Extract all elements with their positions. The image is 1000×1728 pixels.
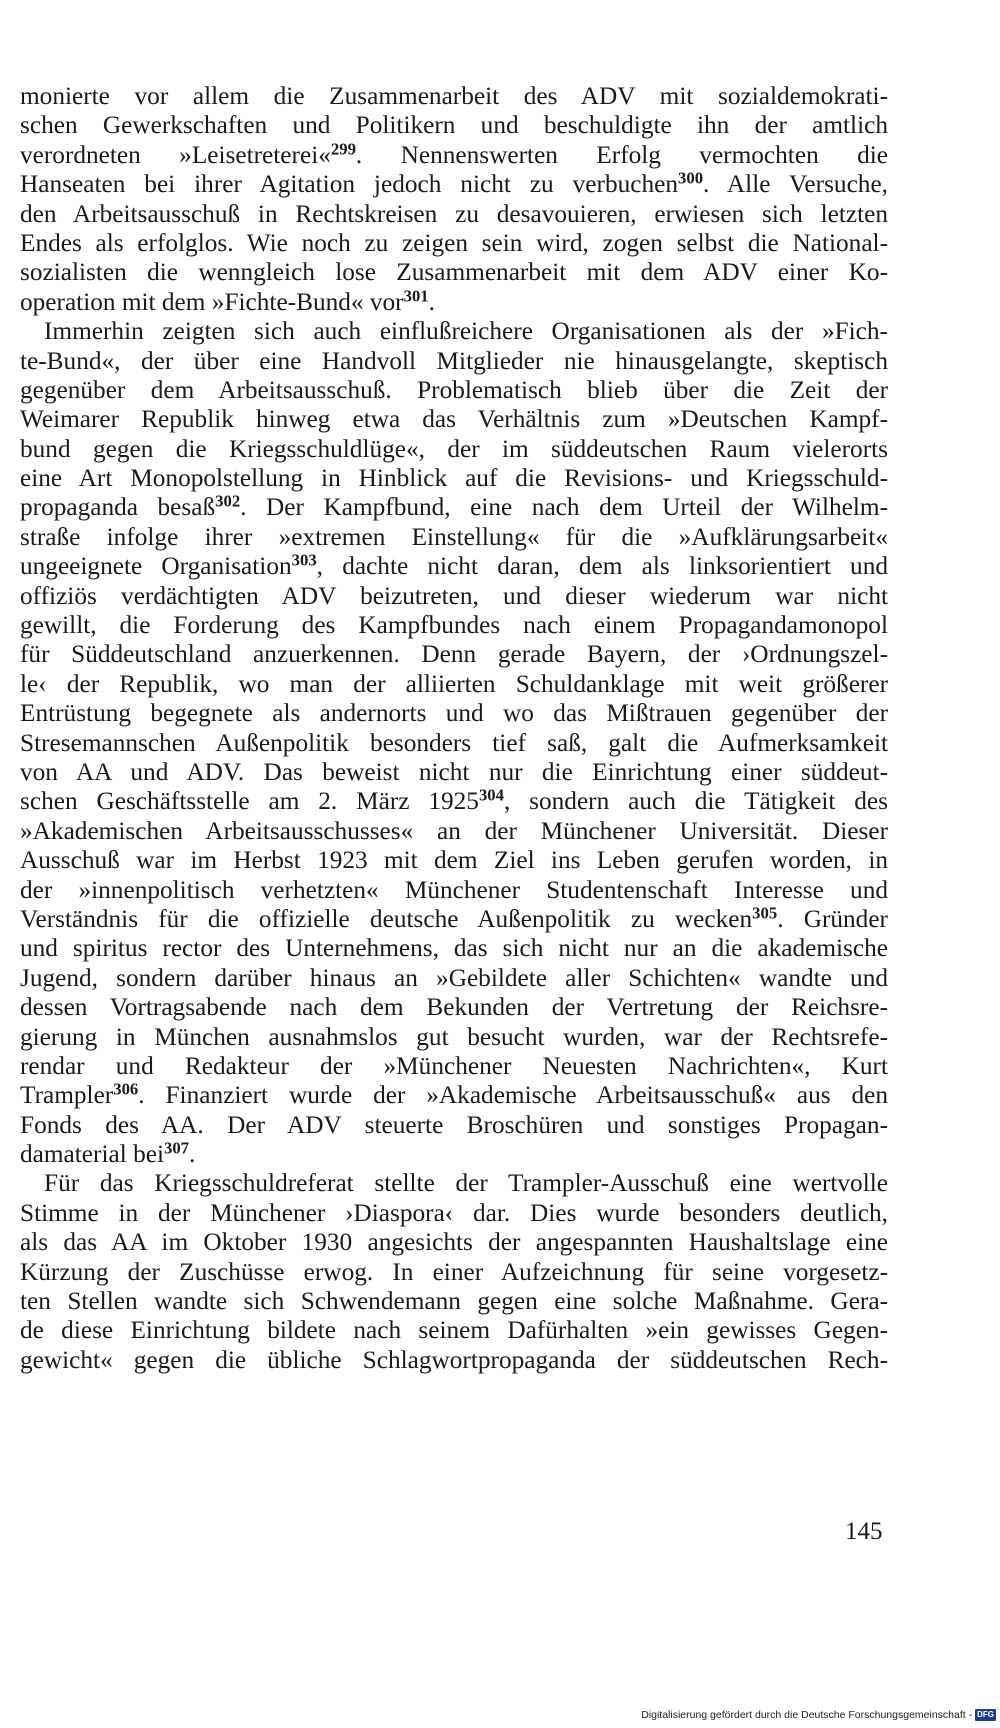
text-line: [20, 758, 888, 787]
line-text-continued: . Nennenswerten Erfolg vermochten die: [355, 140, 888, 169]
line-text: verordneten »Leisetreterei«: [20, 140, 331, 169]
line-text: Stimme in der Münchener ›Diaspora‹ dar. Dies wurde besonders deutlich,: [20, 1198, 888, 1227]
line-text: Jugend, sondern darüber hinaus an »Gebildete aller Schichten« wandte und: [20, 963, 888, 992]
text-line: [20, 1287, 888, 1316]
line-text: Endes als erfolglos. Wie noch zu zeigen sein wird, zogen selbst die National-: [20, 228, 888, 257]
text-line: [20, 258, 888, 287]
text-line: [20, 141, 888, 170]
line-text: ten Stellen wandte sich Schwendemann gegen eine solche Maßnahme. Gera-: [20, 1287, 888, 1316]
text-line: [20, 670, 888, 699]
line-text: Entrüstung begegnete als andernorts und wo das Mißtrauen gegenüber der: [20, 699, 888, 728]
text-line: [20, 846, 888, 875]
line-text: Für das Kriegsschuldreferat stellte der Trampler-Ausschuß eine wertvolle: [44, 1169, 888, 1198]
line-text: den Arbeitsausschuß in Rechtskreisen zu desavouieren, erwiesen sich letzten: [20, 199, 888, 228]
line-text: rendar und Redakteur der »Münchener Neuesten Nachrichten«, Kurt: [20, 1051, 888, 1080]
line-text: Trampler: [20, 1081, 114, 1110]
footnote-marker: 301: [403, 286, 429, 306]
line-text: Verständnis für die offizielle deutsche Außenpolitik zu wecken: [20, 904, 753, 933]
footnote-marker: 307: [163, 1138, 190, 1158]
line-text: gewicht« gegen die übliche Schlagwortpropaganda der süddeutschen Rech-: [20, 1345, 888, 1374]
line-text: Stresemannschen Außenpolitik besonders tief saß, galt die Aufmerksamkeit: [20, 728, 888, 757]
footnote-marker: 306: [113, 1079, 139, 1099]
footnote-marker: 303: [291, 550, 317, 570]
text-line: [20, 1258, 888, 1287]
line-text: te-Bund«, der über eine Handvoll Mitglieder nie hinausgelangte, skeptisch: [20, 346, 888, 375]
text-line: [20, 464, 888, 493]
text-line: [20, 876, 888, 905]
line-text: für Süddeutschland anzuerkennen. Denn gerade Bayern, der ›Ordnungszel-: [20, 640, 888, 669]
line-text: Weimarer Republik hinweg etwa das Verhältnis zum »Deutschen Kampf-: [20, 405, 888, 434]
text-line: [20, 376, 888, 405]
text-line: [20, 640, 888, 669]
line-text-continued: , sondern auch die Tätigkeit des: [503, 787, 888, 816]
line-text: Fonds des AA. Der ADV steuerte Broschüren und sonstiges Propagan-: [20, 1110, 888, 1139]
text-line: [20, 170, 888, 199]
text-line: [20, 347, 888, 376]
line-text-continued: . Alle Versuche,: [703, 170, 888, 199]
line-text: gierung in München ausnahmslos gut besucht wurden, war der Rechtsrefe-: [20, 1022, 888, 1051]
line-text: bund gegen die Kriegsschuldlüge«, der im süddeutschen Raum vielerorts: [20, 434, 888, 463]
line-text: Immerhin zeigten sich auch einflußreichere Organisationen als der »Fich-: [44, 317, 888, 346]
text-line: [20, 1228, 888, 1257]
text-line: [20, 1081, 888, 1110]
text-line: [20, 288, 888, 317]
text-line: [20, 905, 888, 934]
text-line: [20, 523, 888, 552]
footnote-marker: 304: [478, 786, 504, 806]
line-text-continued: . Finanziert wurde der »Akademische Arbeitsausschuß« aus den: [138, 1081, 888, 1110]
text-line: [20, 493, 888, 522]
footer-text: Digitalisierung gefördert durch die Deutsche Forschungsgemeinschaft -: [641, 1709, 973, 1721]
line-text-continued: . Der Kampfbund, eine nach dem Urteil der Wilhelm-: [240, 493, 888, 522]
digitization-footer: [641, 1708, 996, 1722]
text-line: [20, 1052, 888, 1081]
text-line: [20, 552, 888, 581]
text-line: [20, 964, 888, 993]
line-text-continued: , dachte nicht daran, dem als linksorientiert und: [316, 552, 889, 581]
line-text: propaganda besaß: [20, 493, 216, 522]
line-text: gegenüber dem Arbeitsausschuß. Problematisch blieb über die Zeit der: [20, 375, 888, 404]
line-text: als das AA im Oktober 1930 angesichts der angespannten Haushaltslage eine: [20, 1228, 888, 1257]
body-text: [20, 82, 888, 1375]
text-line: [20, 229, 888, 258]
line-text: schen Geschäftsstelle am 2. März 1925: [20, 787, 479, 816]
text-line: [20, 200, 888, 229]
text-line: [20, 934, 888, 963]
text-line: [20, 582, 888, 611]
text-line: [20, 1140, 888, 1169]
text-line: [20, 1199, 888, 1228]
line-text-continued: . Gründer: [777, 904, 888, 933]
line-text: de diese Einrichtung bildete nach seinem Dafürhalten »ein gewisses Gegen-: [20, 1316, 888, 1345]
line-text: sozialisten die wenngleich lose Zusammenarbeit mit dem ADV einer Ko-: [20, 258, 888, 287]
text-line: [20, 435, 888, 464]
line-text: eine Art Monopolstellung in Hinblick auf die Revisions- und Kriegsschuld-: [20, 464, 888, 493]
footnote-marker: 302: [215, 492, 241, 512]
line-text: gewillt, die Forderung des Kampfbundes nach einem Propagandamonopol: [20, 611, 888, 640]
footnote-marker: 300: [678, 168, 704, 188]
text-line: [20, 1169, 888, 1198]
text-line: [20, 729, 888, 758]
line-text: »Akademischen Arbeitsausschusses« an der Münchener Universität. Dieser: [20, 816, 888, 845]
line-text: und spiritus rector des Unternehmens, das sich nicht nur an die akademische: [20, 934, 888, 963]
text-line: [20, 817, 888, 846]
line-text: der »innenpolitisch verhetzten« Münchener Studentenschaft Interesse und: [20, 875, 888, 904]
line-text: Ausschuß war im Herbst 1923 mit dem Ziel ins Leben gerufen worden, in: [20, 846, 888, 875]
text-line: [20, 1346, 888, 1375]
line-text: ungeeignete Organisation: [20, 552, 292, 581]
text-line: [20, 787, 888, 816]
text-line: [20, 82, 888, 111]
line-text: dessen Vortragsabende nach dem Bekunden der Vertretung der Reichsre-: [20, 993, 888, 1022]
dfg-logo-icon: DFG: [977, 1710, 994, 1719]
line-text: operation mit dem »Fichte-Bund« vor: [20, 287, 404, 316]
text-line: [20, 611, 888, 640]
line-text: offiziös verdächtigten ADV beizutreten, und dieser wiederum war nicht: [20, 581, 888, 610]
line-text: le‹ der Republik, wo man der alliierten Schuldanklage mit weit größerer: [20, 669, 888, 698]
line-text: Hanseaten bei ihrer Agitation jedoch nicht zu verbuchen: [20, 170, 679, 199]
line-text: damaterial bei: [20, 1140, 164, 1169]
line-text: straße infolge ihrer »extremen Einstellung« für die »Aufklärungsarbeit«: [20, 522, 888, 551]
line-text-continued: .: [428, 287, 435, 316]
text-line: [20, 1316, 888, 1345]
text-line: [20, 1111, 888, 1140]
page-number: 145: [845, 1518, 883, 1545]
footnote-marker: 305: [752, 903, 778, 923]
footnote-marker: 299: [330, 139, 356, 159]
text-line: [20, 405, 888, 434]
text-line: [20, 111, 888, 140]
line-text: von AA und ADV. Das beweist nicht nur die Einrichtung einer süddeut-: [20, 757, 888, 786]
text-line: [20, 993, 888, 1022]
text-line: [20, 699, 888, 728]
text-line: [20, 1023, 888, 1052]
line-text: monierte vor allem die Zusammenarbeit des ADV mit sozialdemokrati-: [20, 82, 888, 110]
line-text: Kürzung der Zuschüsse erwog. In einer Aufzeichnung für seine vorgesetz-: [20, 1257, 888, 1286]
text-line: [20, 317, 888, 346]
line-text-continued: .: [189, 1140, 196, 1169]
line-text: schen Gewerkschaften und Politikern und beschuldigte ihn der amtlich: [20, 111, 888, 140]
